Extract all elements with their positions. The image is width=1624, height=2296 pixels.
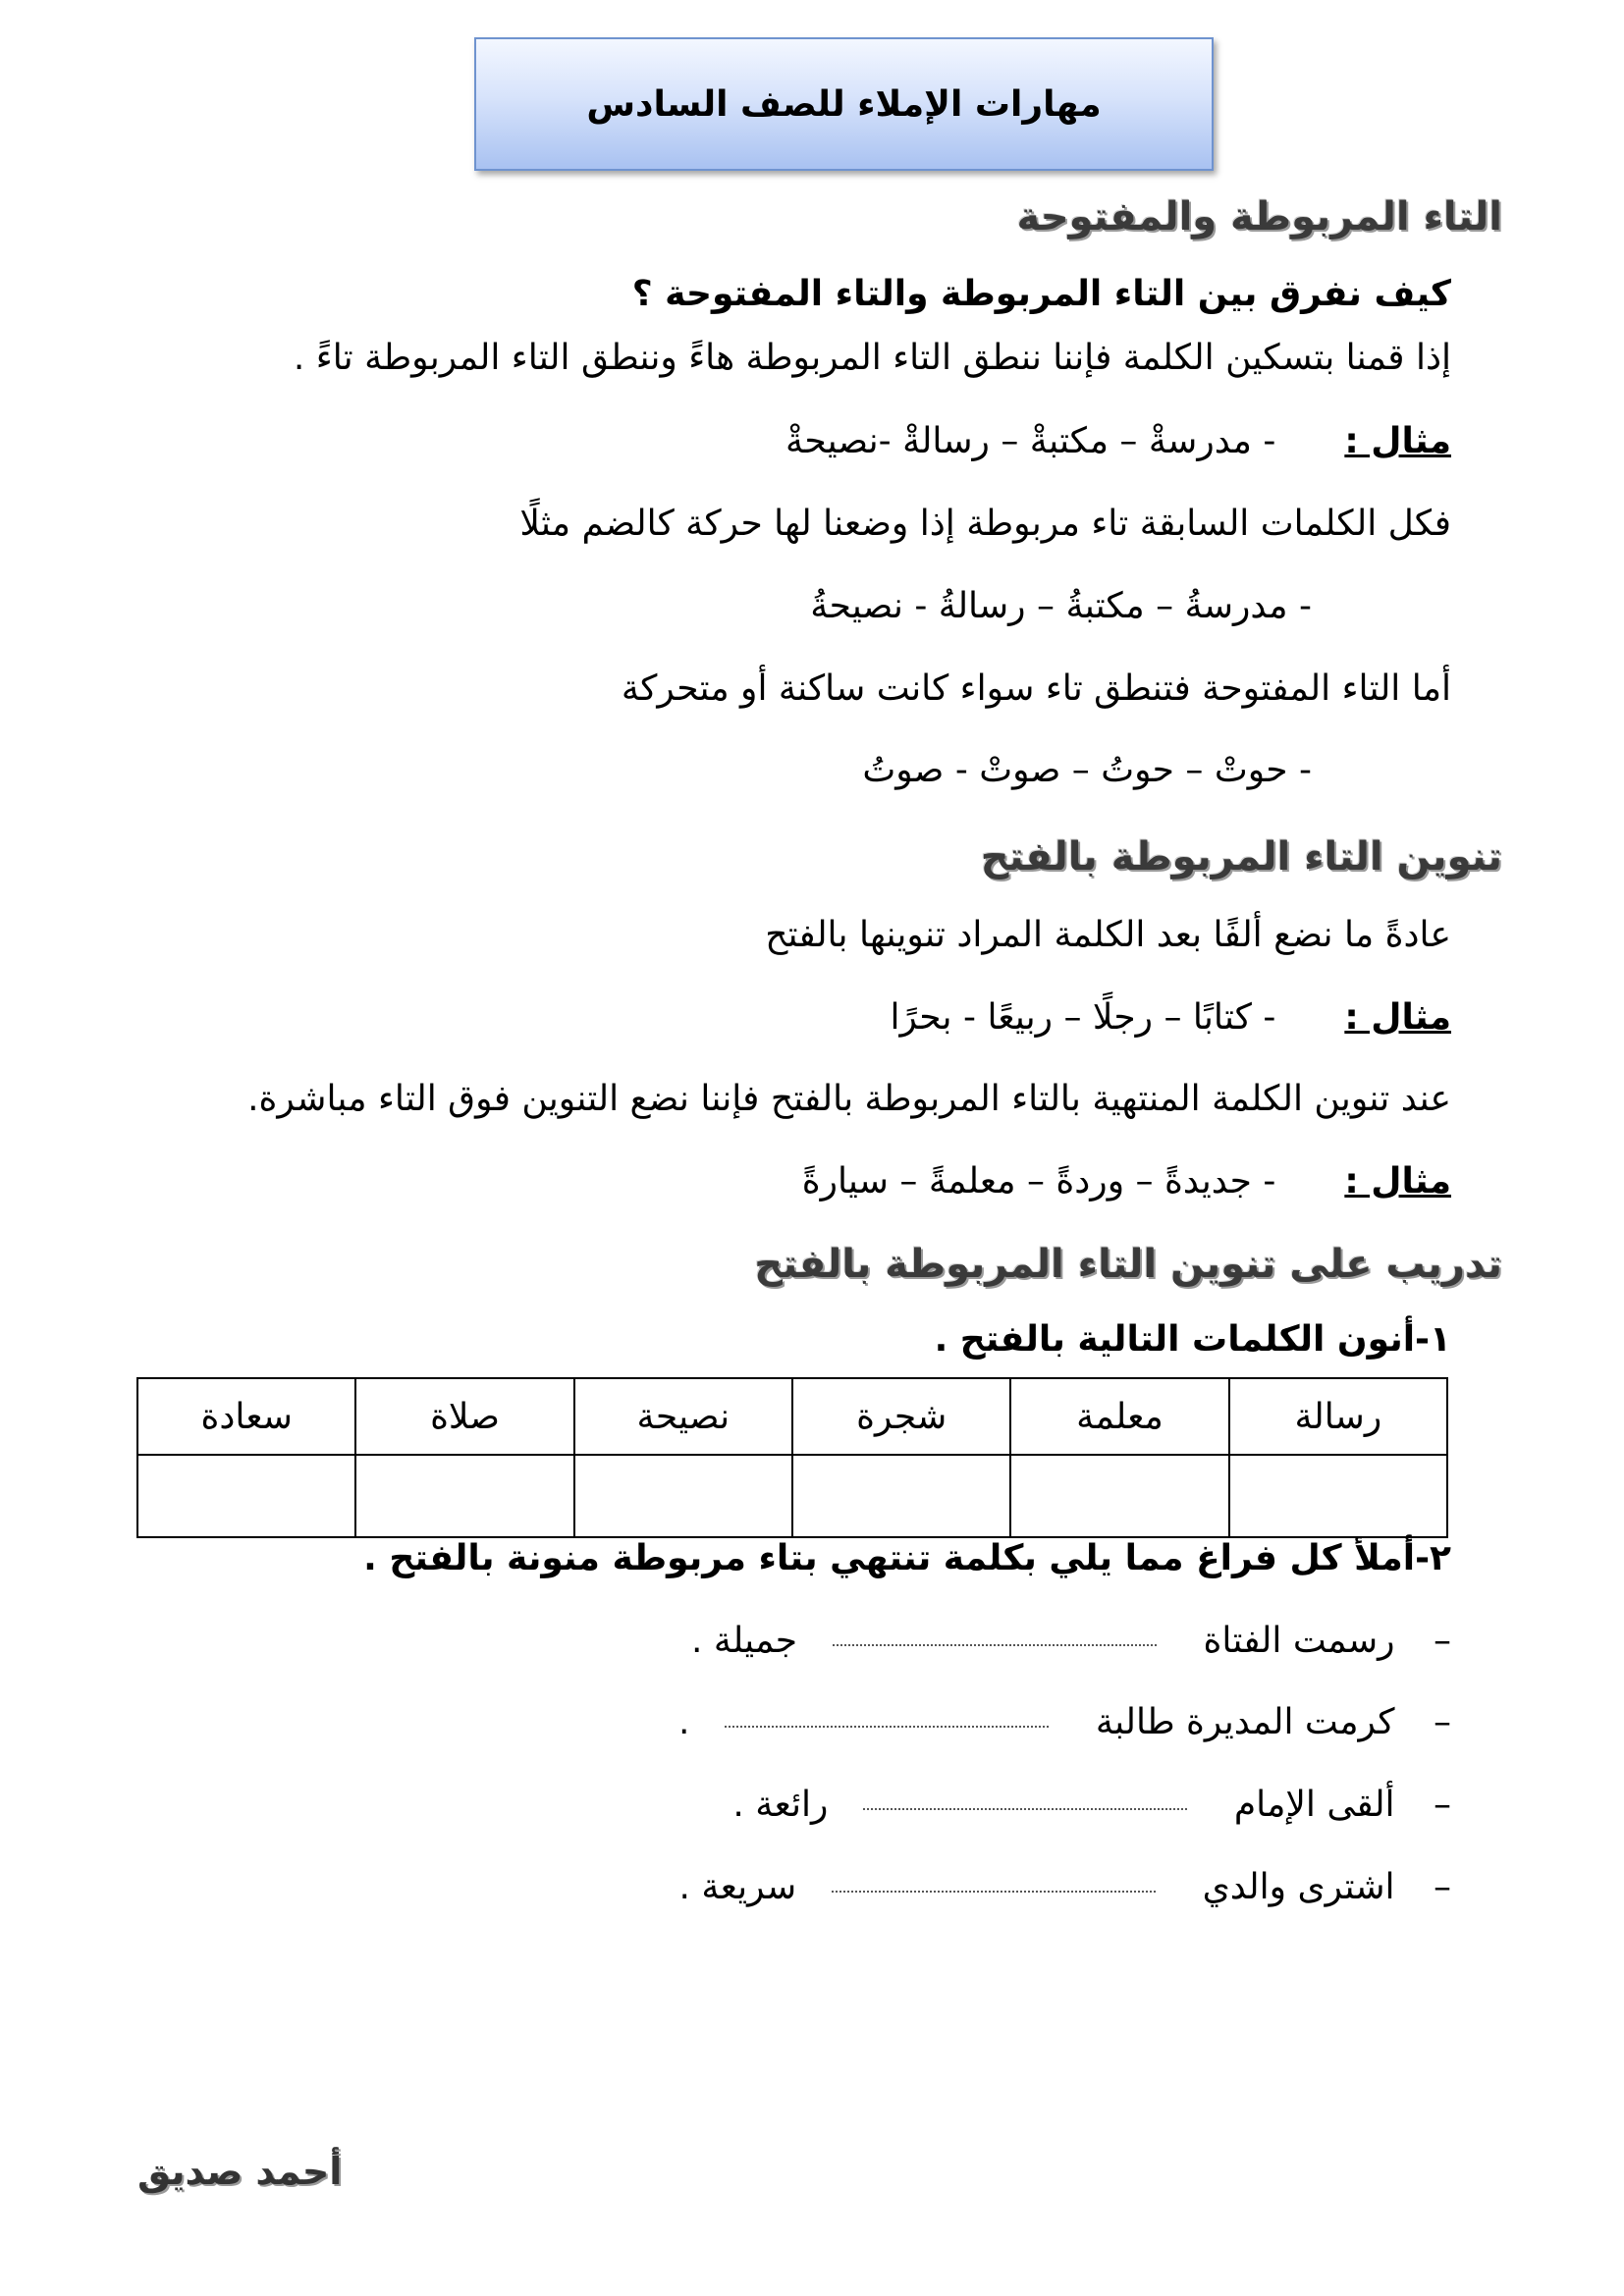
item-dash: – [1434, 1621, 1451, 1661]
item-before: كرمت المديرة طالبة [1095, 1702, 1395, 1742]
word-cell: شجرة [792, 1378, 1010, 1455]
author-name: أحمد صديق [137, 2150, 343, 2193]
item-after: جميلة . [691, 1621, 798, 1661]
section1-example1 [785, 420, 1451, 462]
item-before: ألقى الإمام [1233, 1785, 1395, 1825]
blank-line[interactable] [833, 1638, 1157, 1646]
word-cell: سعادة [137, 1378, 355, 1455]
fill-item-2 [678, 1701, 1451, 1743]
section2-example2 [802, 1160, 1451, 1202]
fill-item-1 [691, 1620, 1451, 1662]
word-cell: رسالة [1229, 1378, 1447, 1455]
table-row [137, 1378, 1447, 1455]
example-label: مثال : [1344, 1161, 1451, 1201]
fill-item-4 [679, 1866, 1451, 1908]
section1-example2: - مدرسةُ – مكتبةُ – رسالةُ - نصيحةُ [810, 586, 1312, 626]
section1-rule: إذا قمنا بتسكين الكلمة فإننا ننطق التاء المربوطة هاءً وننطق التاء المربوطة تاءً . [293, 338, 1451, 378]
example-label: مثال : [1344, 421, 1451, 461]
example-label: مثال : [1344, 997, 1451, 1038]
answer-cell[interactable] [1229, 1455, 1447, 1537]
section2-rule2: عند تنوين الكلمة المنتهية بالتاء المربوطة بالفتح فإننا نضع التنوين فوق التاء مباشرة. [247, 1079, 1451, 1119]
section1-explanation: فكل الكلمات السابقة تاء مربوطة إذا وضعنا لها حركة كالضم مثلًا [519, 504, 1451, 544]
example-words: - كتابًا – رجلًا – ربيعًا - بحرًا [890, 997, 1276, 1038]
fill-item-3 [732, 1784, 1451, 1826]
item-before: رسمت الفتاة [1203, 1621, 1395, 1661]
task2-instruction: ٢-أملأ كل فراغ مما يلي بكلمة تنتهي بتاء مربوطة منونة بالفتح . [363, 1538, 1451, 1578]
item-after: رائعة . [732, 1785, 829, 1825]
section2-example1 [890, 996, 1451, 1039]
answer-cell[interactable] [355, 1455, 573, 1537]
section1-open-rule: أما التاء المفتوحة فتنطق تاء سواء كانت ساكنة أو متحركة [621, 668, 1451, 709]
answer-cell[interactable] [1010, 1455, 1228, 1537]
item-after: . [677, 1702, 690, 1742]
blank-line[interactable] [832, 1885, 1156, 1893]
item-dash: – [1434, 1702, 1451, 1742]
page-title: مهارات الإملاء للصف السادس [586, 83, 1102, 125]
section2-rule: عادةً ما نضع ألفًا بعد الكلمة المراد تنوينها بالفتح [765, 915, 1451, 955]
blank-line[interactable] [725, 1720, 1049, 1728]
section1-example3: - حوتْ – حوتُ – صوتْ - صوتُ [862, 750, 1312, 790]
blank-line[interactable] [863, 1802, 1187, 1810]
section1-question: كيف نفرق بين التاء المربوطة والتاء المفتوحة ؟ [631, 274, 1451, 314]
item-after: سريعة . [678, 1867, 797, 1907]
section3-heading: تدريب على تنوين التاء المربوطة بالفتح [754, 1242, 1502, 1287]
item-dash: – [1434, 1785, 1451, 1825]
section1-heading: التاء المربوطة والمفتوحة [1016, 194, 1502, 240]
item-before: اشترى والدي [1202, 1867, 1395, 1907]
word-cell: نصيحة [574, 1378, 792, 1455]
word-cell: معلمة [1010, 1378, 1228, 1455]
table-row [137, 1455, 1447, 1537]
answer-cell[interactable] [137, 1455, 355, 1537]
task1-instruction: ١-أنون الكلمات التالية بالفتح . [934, 1319, 1451, 1360]
example-words: - جديدةً – وردةً – معلمةً – سيارةً [801, 1161, 1276, 1201]
example-words: - مدرسةْ – مكتبةْ – رسالةْ -نصيحةْ [785, 421, 1276, 461]
answer-cell[interactable] [574, 1455, 792, 1537]
words-table [136, 1377, 1448, 1538]
title-box [474, 37, 1214, 171]
answer-cell[interactable] [792, 1455, 1010, 1537]
word-cell: صلاة [355, 1378, 573, 1455]
section2-heading: تنوين التاء المربوطة بالفتح [980, 834, 1502, 880]
item-dash: – [1434, 1867, 1451, 1907]
